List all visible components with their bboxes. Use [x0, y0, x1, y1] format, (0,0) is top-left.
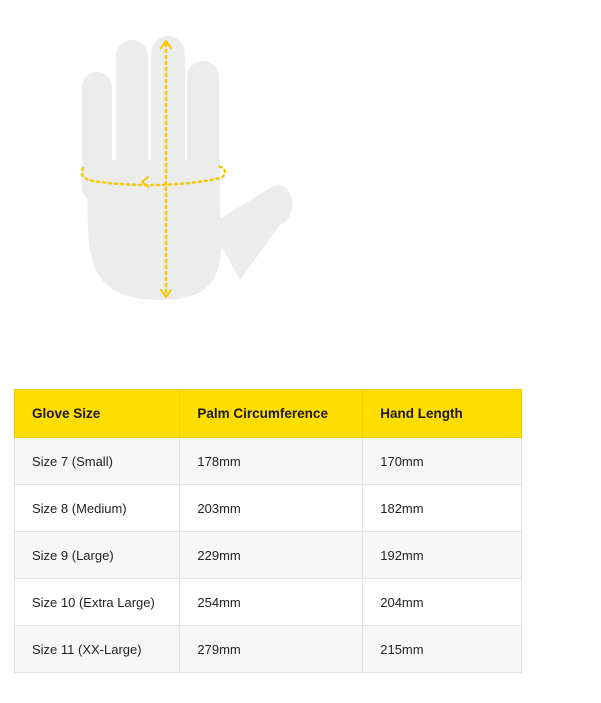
- cell-hand-length: 182mm: [363, 485, 522, 532]
- cell-palm-circumference: 229mm: [180, 532, 363, 579]
- hand-icon: [60, 20, 320, 320]
- table-row: [15, 532, 522, 579]
- cell-hand-length: 215mm: [363, 626, 522, 673]
- table-row: [15, 626, 522, 673]
- table-header-row: [15, 390, 522, 438]
- cell-glove-size: Size 8 (Medium): [15, 485, 180, 532]
- header-glove-size: Glove Size: [15, 390, 180, 438]
- header-palm-circumference: Palm Circumference: [180, 390, 363, 438]
- hand-measurement-illustration: [60, 20, 320, 320]
- cell-palm-circumference: 254mm: [180, 579, 363, 626]
- glove-size-table: [14, 389, 522, 673]
- cell-glove-size: Size 9 (Large): [15, 532, 180, 579]
- cell-hand-length: 170mm: [363, 438, 522, 485]
- table-row: [15, 485, 522, 532]
- cell-palm-circumference: 178mm: [180, 438, 363, 485]
- thumb-shape: [210, 185, 292, 280]
- cell-glove-size: Size 7 (Small): [15, 438, 180, 485]
- header-hand-length: Hand Length: [363, 390, 522, 438]
- cell-hand-length: 192mm: [363, 532, 522, 579]
- cell-hand-length: 204mm: [363, 579, 522, 626]
- cell-palm-circumference: 203mm: [180, 485, 363, 532]
- table-row: [15, 579, 522, 626]
- cell-palm-circumference: 279mm: [180, 626, 363, 673]
- cell-glove-size: Size 11 (XX-Large): [15, 626, 180, 673]
- table-row: [15, 438, 522, 485]
- cell-glove-size: Size 10 (Extra Large): [15, 579, 180, 626]
